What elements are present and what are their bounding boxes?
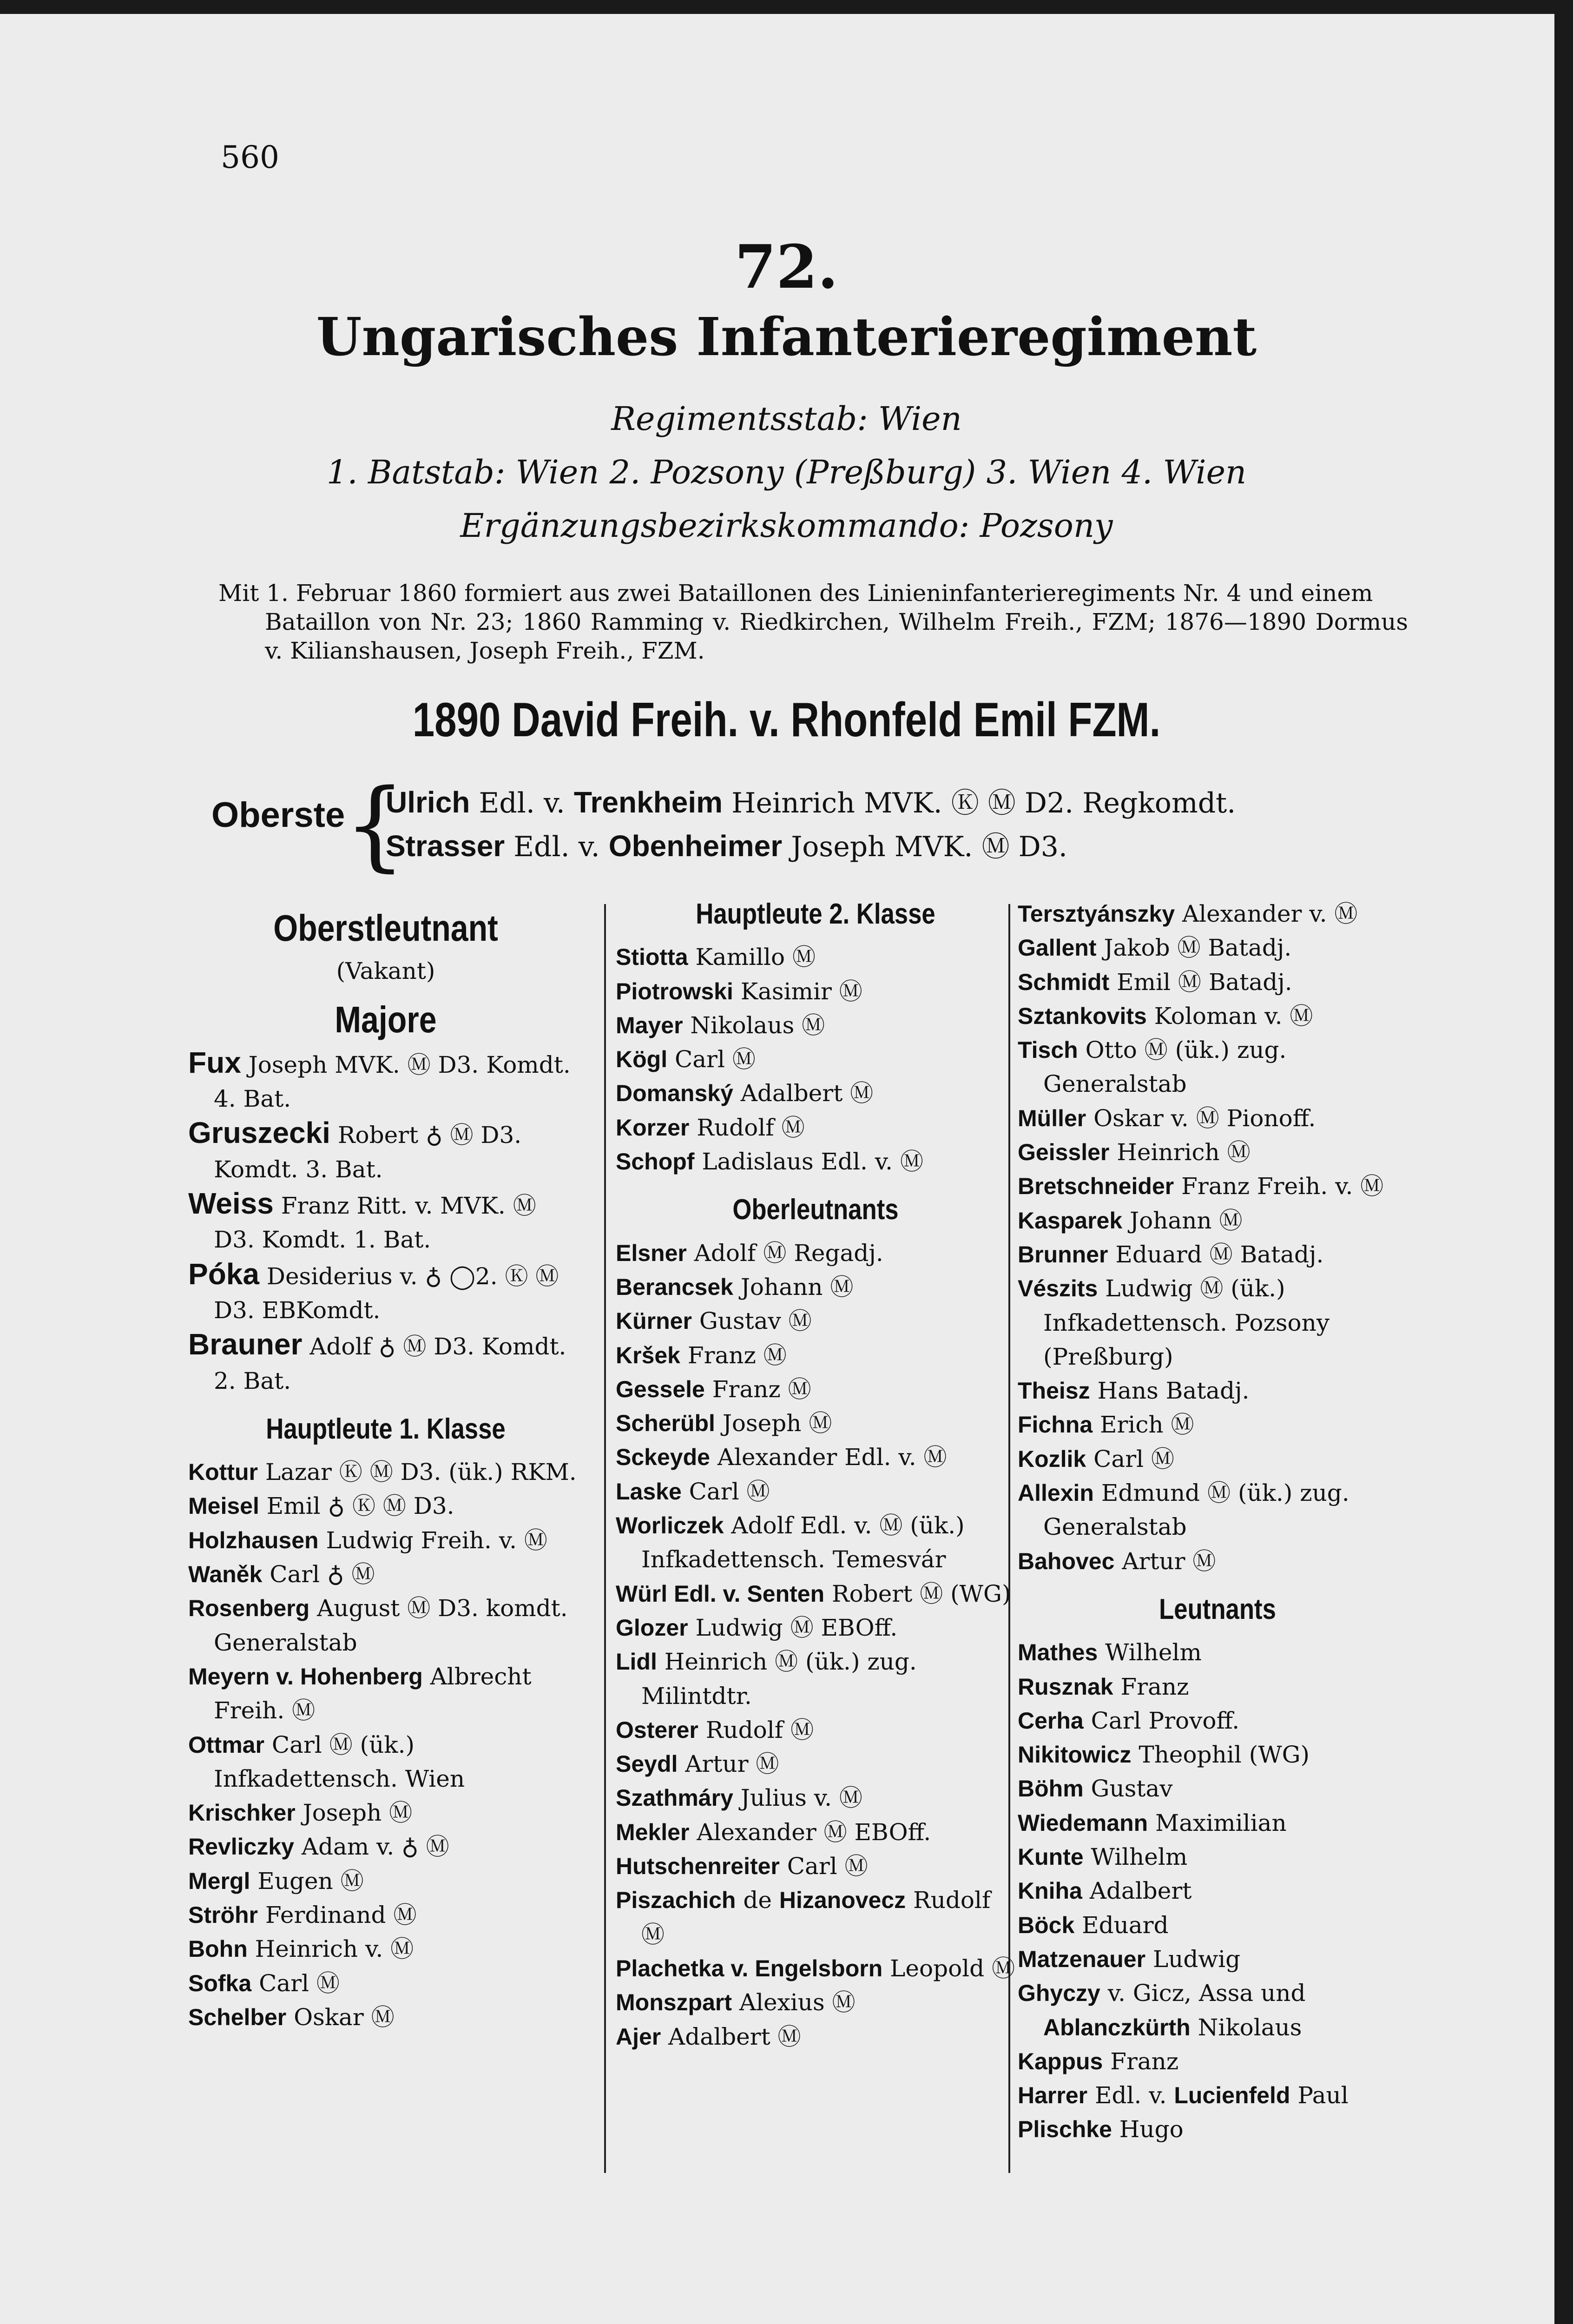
officer-details: Rudolf Ⓜ	[641, 1887, 991, 1948]
officer-entry	[616, 1986, 1015, 2020]
officer-details: Desiderius v. ♁ ◯2. Ⓚ Ⓜ D3. EBKomdt.	[214, 1262, 559, 1324]
officer-surname: Hizanovecz	[779, 1887, 906, 1914]
officer-details: Carl ♁ Ⓜ	[262, 1561, 375, 1588]
officer-entry	[616, 940, 1015, 974]
officer-surname: Domanský	[616, 1080, 733, 1107]
officer-entry	[616, 1747, 1015, 1781]
officer-entry	[616, 1043, 1015, 1076]
officer-entry	[616, 1577, 1015, 1611]
officer-details: Ludwig Freih. v. Ⓜ	[318, 1526, 547, 1554]
officer-entry	[1018, 931, 1417, 965]
officer-entry	[188, 1830, 583, 1864]
officer-entry	[1018, 1670, 1417, 1704]
officer-entry	[1018, 965, 1417, 999]
officer-surname: Kunte	[1018, 1844, 1084, 1870]
officer-details: Alexander Edl. v. Ⓜ	[710, 1444, 947, 1471]
officer-surname: Meyern v. Hohenberg	[188, 1663, 423, 1690]
officer-entry	[1018, 1942, 1417, 1976]
officer-surname: Ottmar	[188, 1731, 264, 1758]
officer-surname: Nikitowicz	[1018, 1742, 1132, 1768]
officer-entry	[1018, 1102, 1417, 1136]
officer-entry	[1018, 1840, 1417, 1874]
officer-surname: Fichna	[1018, 1412, 1093, 1438]
officer-surname: Wiedemann	[1018, 1809, 1148, 1836]
officer-details: Franz Ⓜ	[704, 1375, 811, 1403]
officer-details: Oskar v. Ⓜ Pionoff.	[1086, 1104, 1316, 1132]
officer-entry	[188, 1898, 583, 1932]
officer-details: Ludwig Ⓜ (ük.) Infkadettensch. Pozsony (Preßburg)	[1043, 1275, 1330, 1370]
officer-entry	[616, 1373, 1015, 1406]
officer-details: Maximilian	[1148, 1809, 1287, 1836]
officer-entry	[616, 1509, 1015, 1577]
officer-details: Rudolf Ⓜ	[689, 1114, 805, 1141]
officer-entry	[1018, 2079, 1417, 2113]
officer-details: Otto Ⓜ (ük.) zug. Generalstab	[1043, 1037, 1287, 1098]
ergaenzung-line: Ergänzungsbezirkskommando: Pozsony	[460, 507, 1113, 545]
officer-surname: Brauner	[188, 1327, 303, 1361]
oberst-entry: Strasser Edl. v. Obenheimer Joseph MVK. Ⓜ D3.	[386, 829, 1067, 863]
officer-details: v. Gicz, Assa und	[1100, 1980, 1306, 2007]
officer-details: Edl. v.	[1087, 2082, 1174, 2109]
officer-details: Theophil (WG)	[1131, 1741, 1310, 1769]
officer-entry	[188, 1796, 583, 1830]
officer-surname: Osterer	[616, 1717, 698, 1743]
officer-surname: Piotrowski	[616, 978, 733, 1004]
officer-details: Adalbert	[1082, 1877, 1192, 1905]
officer-details: Adolf Edl. v. Ⓜ (ük.) Infkadettensch. Temesvár	[641, 1512, 965, 1573]
officer-entry	[1018, 1169, 1417, 1203]
regiment-inhaber: 1890 David Freih. v. Rhonfeld Emil FZM.	[412, 693, 1161, 747]
oberste-list	[386, 781, 1236, 868]
regiment-number: 72.	[735, 232, 838, 302]
officer-entry	[188, 1046, 583, 1116]
officer-details: Nikolaus	[1190, 2014, 1302, 2041]
officer-entry	[1018, 1976, 1417, 2045]
oberleutnants-heading: Oberleutnants	[732, 1194, 899, 1226]
officer-details: Eduard Ⓜ Batadj.	[1108, 1241, 1324, 1268]
officer-details: Robert Ⓜ (WG)	[824, 1580, 1011, 1607]
officer-details: Adalbert Ⓜ	[733, 1080, 874, 1107]
hauptleute2-heading: Hauptleute 2. Klasse	[696, 898, 935, 930]
officer-details: Carl Ⓜ	[251, 1969, 340, 1997]
officer-surname: Revliczky	[188, 1834, 294, 1860]
officer-details: Nikolaus Ⓜ	[683, 1011, 825, 1039]
officer-surname: Ghyczy	[1018, 1980, 1100, 2007]
officer-surname: Sztankovits	[1018, 1003, 1147, 1029]
officer-surname: Gessele	[616, 1376, 705, 1402]
officer-surname: Mekler	[616, 1819, 690, 1845]
officer-details: Heinrich Ⓜ	[1109, 1139, 1251, 1166]
officer-surname: Rusznak	[1018, 1673, 1113, 1700]
officer-surname: Laske	[616, 1478, 682, 1505]
officer-entry	[616, 1475, 1015, 1509]
officer-details: Adolf Ⓜ Regadj.	[686, 1239, 883, 1267]
officer-surname: Kappus	[1018, 2048, 1103, 2074]
officer-details: August Ⓜ D3. komdt. Generalstab	[214, 1595, 568, 1656]
officer-entry	[188, 1932, 583, 1966]
officer-surname: Würl Edl. v. Senten	[616, 1580, 825, 1607]
brace-glyph: {	[344, 768, 406, 882]
officer-surname: Korzer	[616, 1114, 690, 1141]
officer-entry	[1018, 1442, 1417, 1476]
oberste-label: Oberste	[211, 795, 345, 835]
officer-surname: Meisel	[188, 1493, 259, 1519]
officer-entry	[188, 1558, 583, 1591]
officer-details: Franz	[1113, 1673, 1189, 1700]
officer-entry	[616, 1713, 1015, 1747]
majore-list	[188, 1046, 583, 1398]
officer-entry	[1018, 1908, 1417, 1942]
intro-first-line: Mit 1. Februar 1860 formiert aus zwei Bataillonen des Linieninfanterieregiments Nr. 4 und einem	[218, 580, 1373, 607]
oberleutnants-continued-list	[1018, 897, 1417, 1578]
column-left	[188, 897, 583, 2034]
officer-surname: Cerha	[1018, 1707, 1084, 1734]
batstab-line: 1. Batstab: Wien 2. Pozsony (Preßburg) 3. Wien 4. Wien	[326, 453, 1247, 491]
officer-details: Johann Ⓜ	[1122, 1207, 1243, 1234]
officer-entry	[188, 1660, 583, 1728]
officer-details: Wilhelm	[1098, 1639, 1202, 1666]
officer-details: Ladislaus Edl. v. Ⓜ	[694, 1148, 923, 1175]
officer-entry	[1018, 897, 1417, 931]
officer-details: Franz Ⓜ	[680, 1341, 787, 1369]
officer-surname: Kasparek	[1018, 1207, 1123, 1234]
officer-details: Kamillo Ⓜ	[688, 944, 816, 971]
officer-entry	[1018, 1704, 1417, 1738]
hauptleute2-list	[616, 940, 1015, 1179]
officer-details: Leopold Ⓜ	[882, 1954, 1015, 1982]
officer-surname: Waněk	[188, 1561, 263, 1588]
officer-entry	[188, 1524, 583, 1558]
officer-surname: Mergl	[188, 1868, 250, 1894]
officer-entry	[1018, 999, 1417, 1033]
officer-details: Eugen Ⓜ	[250, 1867, 364, 1895]
officer-entry	[616, 1781, 1015, 1815]
officer-surname: Holzhausen	[188, 1527, 319, 1553]
hauptleute1-list	[188, 1455, 583, 2034]
officer-entry	[616, 1849, 1015, 1883]
regiment-title: Ungarisches Infanterieregiment	[316, 307, 1257, 368]
intro-rest: Bataillon von Nr. 23; 1860 Ramming v. Riedkirchen, Wilhelm Freih., FZM; 1876—1890 Dormus v. Kilianshausen, Joseph Freih., FZM.	[265, 608, 1408, 664]
officer-details: Heinrich Ⓜ (ük.) zug. Milintdtr.	[641, 1648, 917, 1710]
officer-details: Julius v. Ⓜ	[733, 1784, 862, 1812]
officer-entry	[188, 1327, 583, 1398]
officer-entry	[1018, 2045, 1417, 2079]
officer-surname: Müller	[1018, 1105, 1086, 1131]
officer-details: Joseph Ⓜ	[295, 1799, 413, 1827]
officer-entry	[616, 1611, 1015, 1645]
officer-surname: Krischker	[188, 1800, 296, 1826]
oberleutnants-list	[616, 1236, 1015, 2054]
officer-surname: Harrer	[1018, 2082, 1088, 2109]
officer-details: Paul	[1290, 2082, 1349, 2109]
officer-details: Artur Ⓜ	[1114, 1547, 1216, 1575]
officer-entry	[1018, 1772, 1417, 1806]
leutnants-heading: Leutnants	[1159, 1593, 1276, 1625]
officer-surname: Kürner	[616, 1308, 692, 1334]
officer-surname: Hutschenreiter	[616, 1853, 780, 1880]
officer-surname: Plischke	[1018, 2116, 1112, 2143]
officer-entry	[188, 2000, 583, 2034]
officer-surname: Sofka	[188, 1970, 252, 1996]
officer-details: Jakob Ⓜ Batadj.	[1096, 934, 1292, 962]
officer-surname: Weiss	[188, 1187, 274, 1221]
officer-details: Adam v. ♁ Ⓜ	[294, 1833, 449, 1861]
officer-surname: Monszpart	[616, 1989, 732, 2016]
officer-entry	[616, 1440, 1015, 1474]
officer-entry	[616, 1645, 1015, 1713]
officer-details: Franz Ritt. v. MVK. Ⓜ D3. Komdt. 1. Bat.	[214, 1192, 536, 1254]
officer-surname: Worliczek	[616, 1512, 724, 1539]
officer-entry	[616, 1816, 1015, 1849]
officer-surname: Glozer	[616, 1614, 688, 1641]
officer-details: Wilhelm	[1083, 1843, 1188, 1871]
officer-entry	[188, 1967, 583, 2000]
majore-heading: Majore	[335, 998, 437, 1040]
officer-entry	[188, 1187, 583, 1257]
officer-surname: Mathes	[1018, 1639, 1098, 1666]
officer-surname: Kršek	[616, 1342, 680, 1368]
officer-entry	[1018, 1204, 1417, 1238]
officer-entry	[1018, 1636, 1417, 1670]
officer-surname: Vészits	[1018, 1275, 1098, 1302]
officer-surname: Bretschneider	[1018, 1173, 1174, 1200]
officer-surname: Allexin	[1018, 1480, 1094, 1506]
officer-entry	[188, 1728, 583, 1796]
officer-entry	[616, 1236, 1015, 1270]
regimentsstab-line: Regimentsstab: Wien	[611, 400, 962, 438]
officer-surname: Szathmáry	[616, 1785, 733, 1811]
officer-details: Lazar Ⓚ Ⓜ D3. (ük.) RKM.	[257, 1459, 577, 1486]
officer-details: Adolf ♁ Ⓜ D3. Komdt. 2. Bat.	[214, 1333, 566, 1394]
officer-details: Ferdinand Ⓜ	[258, 1901, 417, 1929]
officer-details: Kasimir Ⓜ	[733, 977, 862, 1005]
officer-entry	[616, 2020, 1015, 2054]
officer-entry	[616, 1304, 1015, 1338]
officer-surname: Brunner	[1018, 1241, 1108, 1268]
officer-details: Emil ♁ Ⓚ Ⓜ D3.	[259, 1492, 454, 1520]
officer-details: Ludwig Ⓜ EBOff.	[688, 1614, 898, 1641]
officer-entry	[188, 1591, 583, 1660]
officer-surname: Piszachich	[616, 1887, 736, 1914]
officer-surname: Póka	[188, 1257, 259, 1291]
officer-details: Artur Ⓜ	[678, 1750, 779, 1778]
officer-surname: Schmidt	[1018, 969, 1110, 995]
officer-details: Emil Ⓜ Batadj.	[1109, 968, 1292, 996]
officer-details: Rudolf Ⓜ	[698, 1716, 814, 1743]
officer-details: Joseph Ⓜ	[715, 1410, 832, 1437]
officer-details: Albrecht Freih. Ⓜ	[214, 1663, 532, 1724]
officer-surname: Ajer	[616, 2023, 661, 2050]
officer-entry	[616, 975, 1015, 1009]
officer-surname: Lucienfeld	[1174, 2082, 1290, 2109]
officer-details: Carl Ⓜ	[681, 1478, 770, 1505]
page-number: 560	[221, 139, 279, 175]
officer-entry	[616, 1076, 1015, 1110]
officer-surname: Mayer	[616, 1012, 683, 1038]
officer-surname: Sckeyde	[616, 1444, 710, 1471]
officer-details: Eduard	[1074, 1911, 1169, 1939]
officer-entry	[1018, 1408, 1417, 1442]
officer-surname: Böck	[1018, 1912, 1075, 1938]
officer-details: Oskar Ⓜ	[286, 2003, 395, 2031]
officer-details: Carl Ⓜ	[1086, 1445, 1174, 1472]
officer-entry	[188, 1864, 583, 1898]
officer-surname: Schelber	[188, 2004, 287, 2030]
officer-details: Edmund Ⓜ (ük.) zug. Generalstab	[1043, 1479, 1349, 1541]
officer-details: Carl Ⓜ	[779, 1853, 868, 1880]
officer-entry	[616, 1145, 1015, 1179]
officer-entry	[616, 1883, 1015, 1952]
officer-surname: Bohn	[188, 1936, 248, 1962]
officer-entry	[616, 1339, 1015, 1373]
officer-entry	[616, 1270, 1015, 1304]
officer-details: Alexius Ⓜ	[732, 1989, 856, 2016]
officer-entry	[1018, 1874, 1417, 1908]
officer-details: Franz	[1103, 2047, 1179, 2075]
officer-entry	[1018, 1476, 1417, 1545]
officer-entry	[616, 1952, 1015, 1986]
officer-surname: Stiotta	[616, 944, 688, 971]
officer-surname: Gruszecki	[188, 1116, 330, 1150]
column-middle	[602, 897, 1015, 2054]
officer-entry	[188, 1257, 583, 1328]
officer-surname: Berancsek	[616, 1274, 733, 1300]
officer-entry	[1018, 1738, 1417, 1772]
officer-entry	[1018, 1545, 1417, 1578]
officer-surname: Kögl	[616, 1046, 668, 1073]
officer-surname: Rosenberg	[188, 1595, 310, 1622]
officer-details: Gustav Ⓜ	[691, 1307, 812, 1335]
officer-details: Gustav	[1083, 1775, 1173, 1802]
officer-details: Erich Ⓜ	[1093, 1411, 1194, 1439]
officer-details: Koloman v. Ⓜ	[1146, 1002, 1313, 1030]
officer-details: Johann Ⓜ	[733, 1273, 854, 1301]
scan-edge-top	[0, 0, 1573, 14]
officer-entry	[188, 1489, 583, 1523]
officer-surname: Tisch	[1018, 1037, 1078, 1063]
hauptleute1-heading: Hauptleute 1. Klasse	[266, 1413, 506, 1445]
officer-surname: Plachetka v. Engelsborn	[616, 1955, 883, 1981]
officer-entry	[1018, 1272, 1417, 1374]
officer-entry	[1018, 1136, 1417, 1169]
officer-details: Hans Batadj.	[1090, 1377, 1250, 1405]
officer-details: Joseph MVK. Ⓜ D3. Komdt. 4. Bat.	[214, 1051, 571, 1113]
oberstleutnant-heading: Oberstleutnant	[273, 907, 498, 949]
officer-surname: Schopf	[616, 1149, 695, 1175]
officer-details: Robert ♁ Ⓜ D3. Komdt. 3. Bat.	[214, 1122, 522, 1183]
officer-details: Carl Ⓜ	[667, 1046, 756, 1073]
officer-details: Heinrich v. Ⓜ	[247, 1935, 414, 1963]
officer-entry	[188, 1455, 583, 1489]
officer-surname: Ablanczkürth	[1043, 2014, 1191, 2040]
formation-history	[218, 579, 1408, 665]
officer-surname: Lidl	[616, 1649, 657, 1675]
officer-surname: Fux	[188, 1045, 241, 1079]
officer-entry	[616, 1111, 1015, 1145]
officer-surname: Kniha	[1018, 1878, 1082, 1904]
officer-entry	[188, 1116, 583, 1187]
officer-surname: Scherübl	[616, 1410, 715, 1437]
officer-entry	[616, 1009, 1015, 1043]
officer-surname: Elsner	[616, 1240, 687, 1266]
leutnants-list	[1018, 1636, 1417, 2146]
officer-details: Alexander v. Ⓜ	[1175, 900, 1358, 927]
officer-details: Franz Freih. v. Ⓜ	[1174, 1173, 1384, 1200]
officer-entry	[616, 1406, 1015, 1440]
officer-surname: Kottur	[188, 1459, 258, 1486]
officer-surname: Geissler	[1018, 1139, 1110, 1166]
officer-surname: Tersztyánszky	[1018, 901, 1175, 927]
officer-entry	[1018, 1238, 1417, 1272]
officer-details: de	[736, 1887, 779, 1914]
officer-details: Adalbert Ⓜ	[661, 2023, 801, 2050]
officer-surname: Kozlik	[1018, 1446, 1086, 1472]
column-right	[1008, 897, 1417, 2147]
oberst-entry: Ulrich Edl. v. Trenkheim Heinrich MVK. Ⓚ Ⓜ D2. Regkomdt.	[386, 786, 1236, 819]
officer-entry	[1018, 1806, 1417, 1840]
officer-surname: Ströhr	[188, 1902, 258, 1928]
officer-details: Hugo	[1112, 2116, 1184, 2143]
vakant-label: (Vakant)	[336, 957, 435, 985]
officer-entry	[1018, 1033, 1417, 1102]
officer-surname: Matzenauer	[1018, 1946, 1146, 1972]
officer-entry	[1018, 1374, 1417, 1408]
officer-surname: Theisz	[1018, 1378, 1090, 1404]
officer-details: Ludwig	[1145, 1945, 1241, 1973]
officer-details: Carl Provoff.	[1083, 1707, 1240, 1734]
officer-surname: Seydl	[616, 1751, 678, 1777]
officer-entry	[1018, 2113, 1417, 2146]
officer-surname: Bahovec	[1018, 1548, 1115, 1574]
officer-details: Carl Ⓜ (ük.) Infkadettensch. Wien	[214, 1731, 465, 1792]
officer-details: Alexander Ⓜ EBOff.	[689, 1818, 931, 1846]
officer-surname: Gallent	[1018, 935, 1097, 961]
officer-surname: Böhm	[1018, 1776, 1084, 1802]
